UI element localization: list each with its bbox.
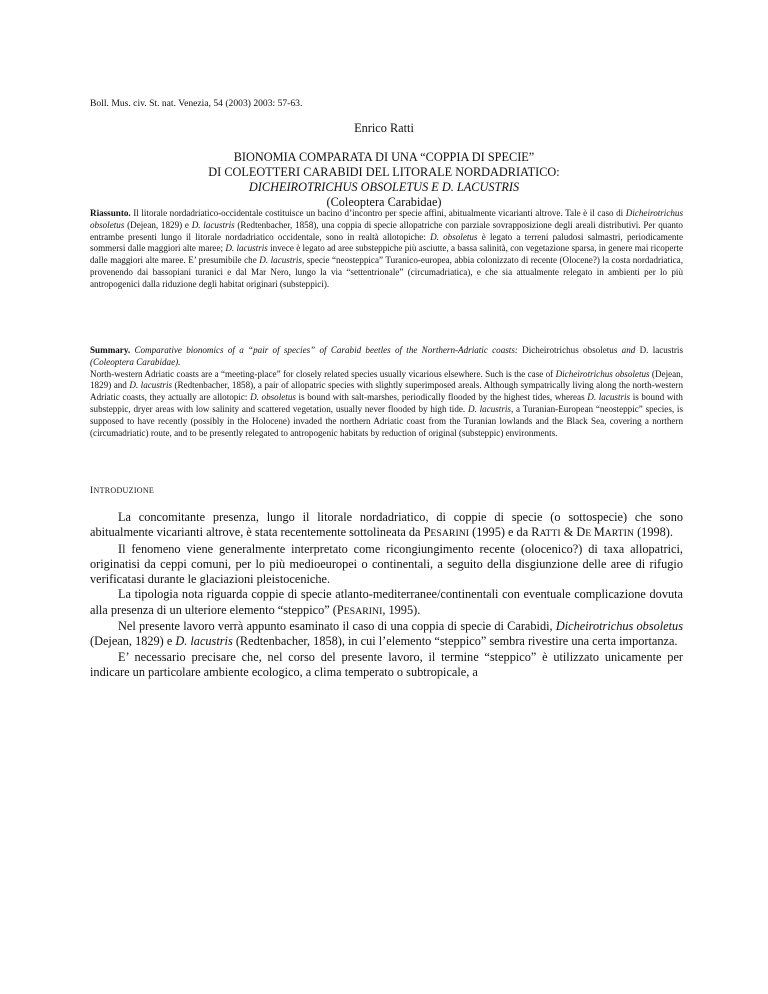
species-name: D. obsoletus [430, 231, 478, 242]
paragraph-text: , 1995). [382, 602, 421, 617]
body-paragraph: E’ necessario precisare che, nel corso del presente lavoro, il termine “steppico” è utilizzato unicamente per indicare un particolare ambiente ecologico, a clima temperato o subtropicale, a [90, 649, 683, 679]
riassunto-label: Riassunto. [90, 208, 131, 218]
summary-paragraph [90, 345, 683, 439]
summary-text: , a Turanian-European “neosteppic” species, is supposed to have recently (possibly in the Holocene) invaded the northern Adriatic coast from the Turanian lowlands and the Black Sea, covering a northern (circumadriatic) route, and to be presently relegated to antropogenic habitats by reduction of original (substeppic) environments. [90, 403, 683, 438]
paragraph-text: (1995) e da [469, 525, 532, 540]
species-name: D. obsoletus [250, 392, 296, 403]
section-heading-rest: NTRODUZIONE [93, 486, 155, 495]
summary-heading-text: (Coleoptera Carabidae). [90, 356, 181, 367]
cited-author: ARTIN [604, 528, 634, 540]
paragraph-text: La concomitante presenza, lungo il litorale nordadriatico, di coppie di specie (o sottospecie) che sono abitualmente vicarianti altrove, è stata recentemente sottolineata da [90, 510, 683, 540]
riassunto-text: , specie “neosteppica” Turanico-europea, abbia colonizzato di recente (Olocene?) la costa nordadriatica, provenendo dai bassopiani turanici e dal Mar Nero, lungo la via “settentrionale” (circumadriatica), e che sia attualmente relegato in ambienti per lo più antropogenici dalla riduzione degli habitat originari (substeppici). [90, 255, 683, 289]
cited-author: ESARINI [430, 528, 470, 540]
species-name: D. lacustris [587, 392, 631, 403]
cited-author: P [423, 525, 431, 540]
body-paragraph: Il fenomeno viene generalmente interpretato come ricongiungimento recente (olocenico?) di taxa allopatrici, originatisi da ceppi comuni, per lo più medioeuropei o continentali, a seguito della disgiunzione delle aree di rifugio verificatasi durante le glaciazioni pleistoceniche. [90, 541, 683, 587]
summary-heading-text: Comparative bionomics of a “pair of species” of Carabid beetles of the Northern-Adriatic coasts: [130, 345, 523, 355]
cited-author: ATTI [539, 528, 561, 540]
species-name: D. lacustris [225, 243, 268, 254]
section-heading-initial: I [90, 485, 94, 496]
paragraph-text: La tipologia nota riguarda coppie di specie atlanto-mediterranee/continentali con eventuale complicazione dovuta alla presenza di un ulteriore elemento “steppico” ( [90, 587, 683, 617]
summary-text: North-western Adriatic coasts are a “meeting-place” for closely related species usually vicarious elsewhere. Such is the case of [90, 368, 556, 379]
species-name: Dicheirotrichus obsoletus [555, 619, 683, 634]
paragraph-text: (Redtenbacher, 1858), in cui l’elemento “steppico” sembra rivestire una certa importanza. [232, 634, 678, 649]
author-name: Enrico Ratti [354, 121, 414, 135]
cited-author: ESARINI [343, 605, 383, 617]
cited-author: R [531, 525, 540, 540]
summary-text: (Dejean, 1829) and [90, 368, 683, 391]
riassunto-paragraph [90, 208, 683, 291]
species-name: Dicheirotrichus obsoletus [522, 345, 618, 355]
cited-author: P [336, 602, 344, 617]
species-name: D. lacustris [259, 255, 302, 266]
paragraph-text: (1998). [634, 525, 673, 540]
paragraph-text: & [560, 525, 577, 540]
cited-author: M [593, 525, 605, 540]
body-text [90, 510, 683, 680]
body-paragraph [90, 510, 683, 542]
title-line-2: DI COLEOTTERI CARABIDI DEL LITORALE NORDADRIATICO: [208, 164, 560, 179]
article-title [0, 150, 768, 210]
riassunto-text: è legato a terreni paludosi salmastri, periodicamente sommersi dalle maggiori alte maree; [90, 231, 683, 254]
title-line-1: BIONOMIA COMPARATA DI UNA “COPPIA DI SPECIE” [233, 150, 535, 164]
paragraph-text: (Dejean, 1829) e [90, 634, 176, 649]
species-name: Dicheirotrichus obsoletus [90, 208, 683, 230]
riassunto-text: (Dejean, 1829) e [124, 219, 192, 230]
species-name: D. lacustris [191, 219, 235, 230]
riassunto-text: invece è legato ad aree substeppiche più asciutte, a bassa salinità, con vegetazione sparsa, in genere mai ricoperte dalle maggiori alte maree. E’ presumibile che [90, 243, 683, 266]
journal-citation: Boll. Mus. civ. St. nat. Venezia, 54 (2003) 2003: 57-63. [90, 98, 303, 109]
title-species-1: DICHEIROTRICHUS OBSOLETUS [248, 179, 429, 194]
title-line-3 [0, 180, 768, 195]
species-name: D. lacustris [639, 345, 683, 355]
species-name: D. lacustris [467, 403, 511, 414]
species-name: D. lacustris [175, 634, 233, 649]
riassunto-text: Il litorale nordadriatico-occidentale costituisce un bacino d’incontro per specie affini, abitualmente vicarianti altrove. Tale è il caso di [130, 208, 626, 218]
summary-text: (Redtenbacher, 1858), a pair of allopatric species with slightly superimposed areals. Although sympatrically living along the north-western Adriatic coasts, they actually are allotopic: [90, 380, 683, 403]
species-name: D. lacustris [129, 380, 173, 391]
title-species-2: D. LACUSTRIS [441, 179, 520, 194]
cited-author: E [585, 528, 594, 540]
body-paragraph [90, 619, 683, 650]
summary-heading-text: and [617, 345, 640, 355]
summary-text: is bound with salt-marshes, periodically flooded by the highest tides, whereas [295, 392, 588, 403]
title-conjunction: E [428, 179, 442, 194]
species-name: Dicheirotrichus obsoletus [555, 368, 650, 379]
body-paragraph [90, 587, 683, 619]
summary-text: is bound with substeppic, dryer areas with low salinity and scattered vegetation, usually never flooded by high tide. [90, 392, 683, 414]
title-line-4: (Coleoptera Carabidae) [326, 194, 442, 209]
paragraph-text: Nel presente lavoro verrà appunto esaminato il caso di una coppia di specie di Carabidi, [118, 619, 556, 634]
cited-author: D [576, 525, 586, 540]
section-heading-introduzione [90, 485, 154, 496]
summary-label: Summary. [90, 345, 131, 355]
riassunto-text: (Redtenbacher, 1858), una coppia di specie allopatriche con parziale sovrapposizione degli areali distributivi. Per quanto entrambe presenti lungo il litorale nordadriatico occidentale, sono in realtà allotopiche: [90, 219, 683, 242]
